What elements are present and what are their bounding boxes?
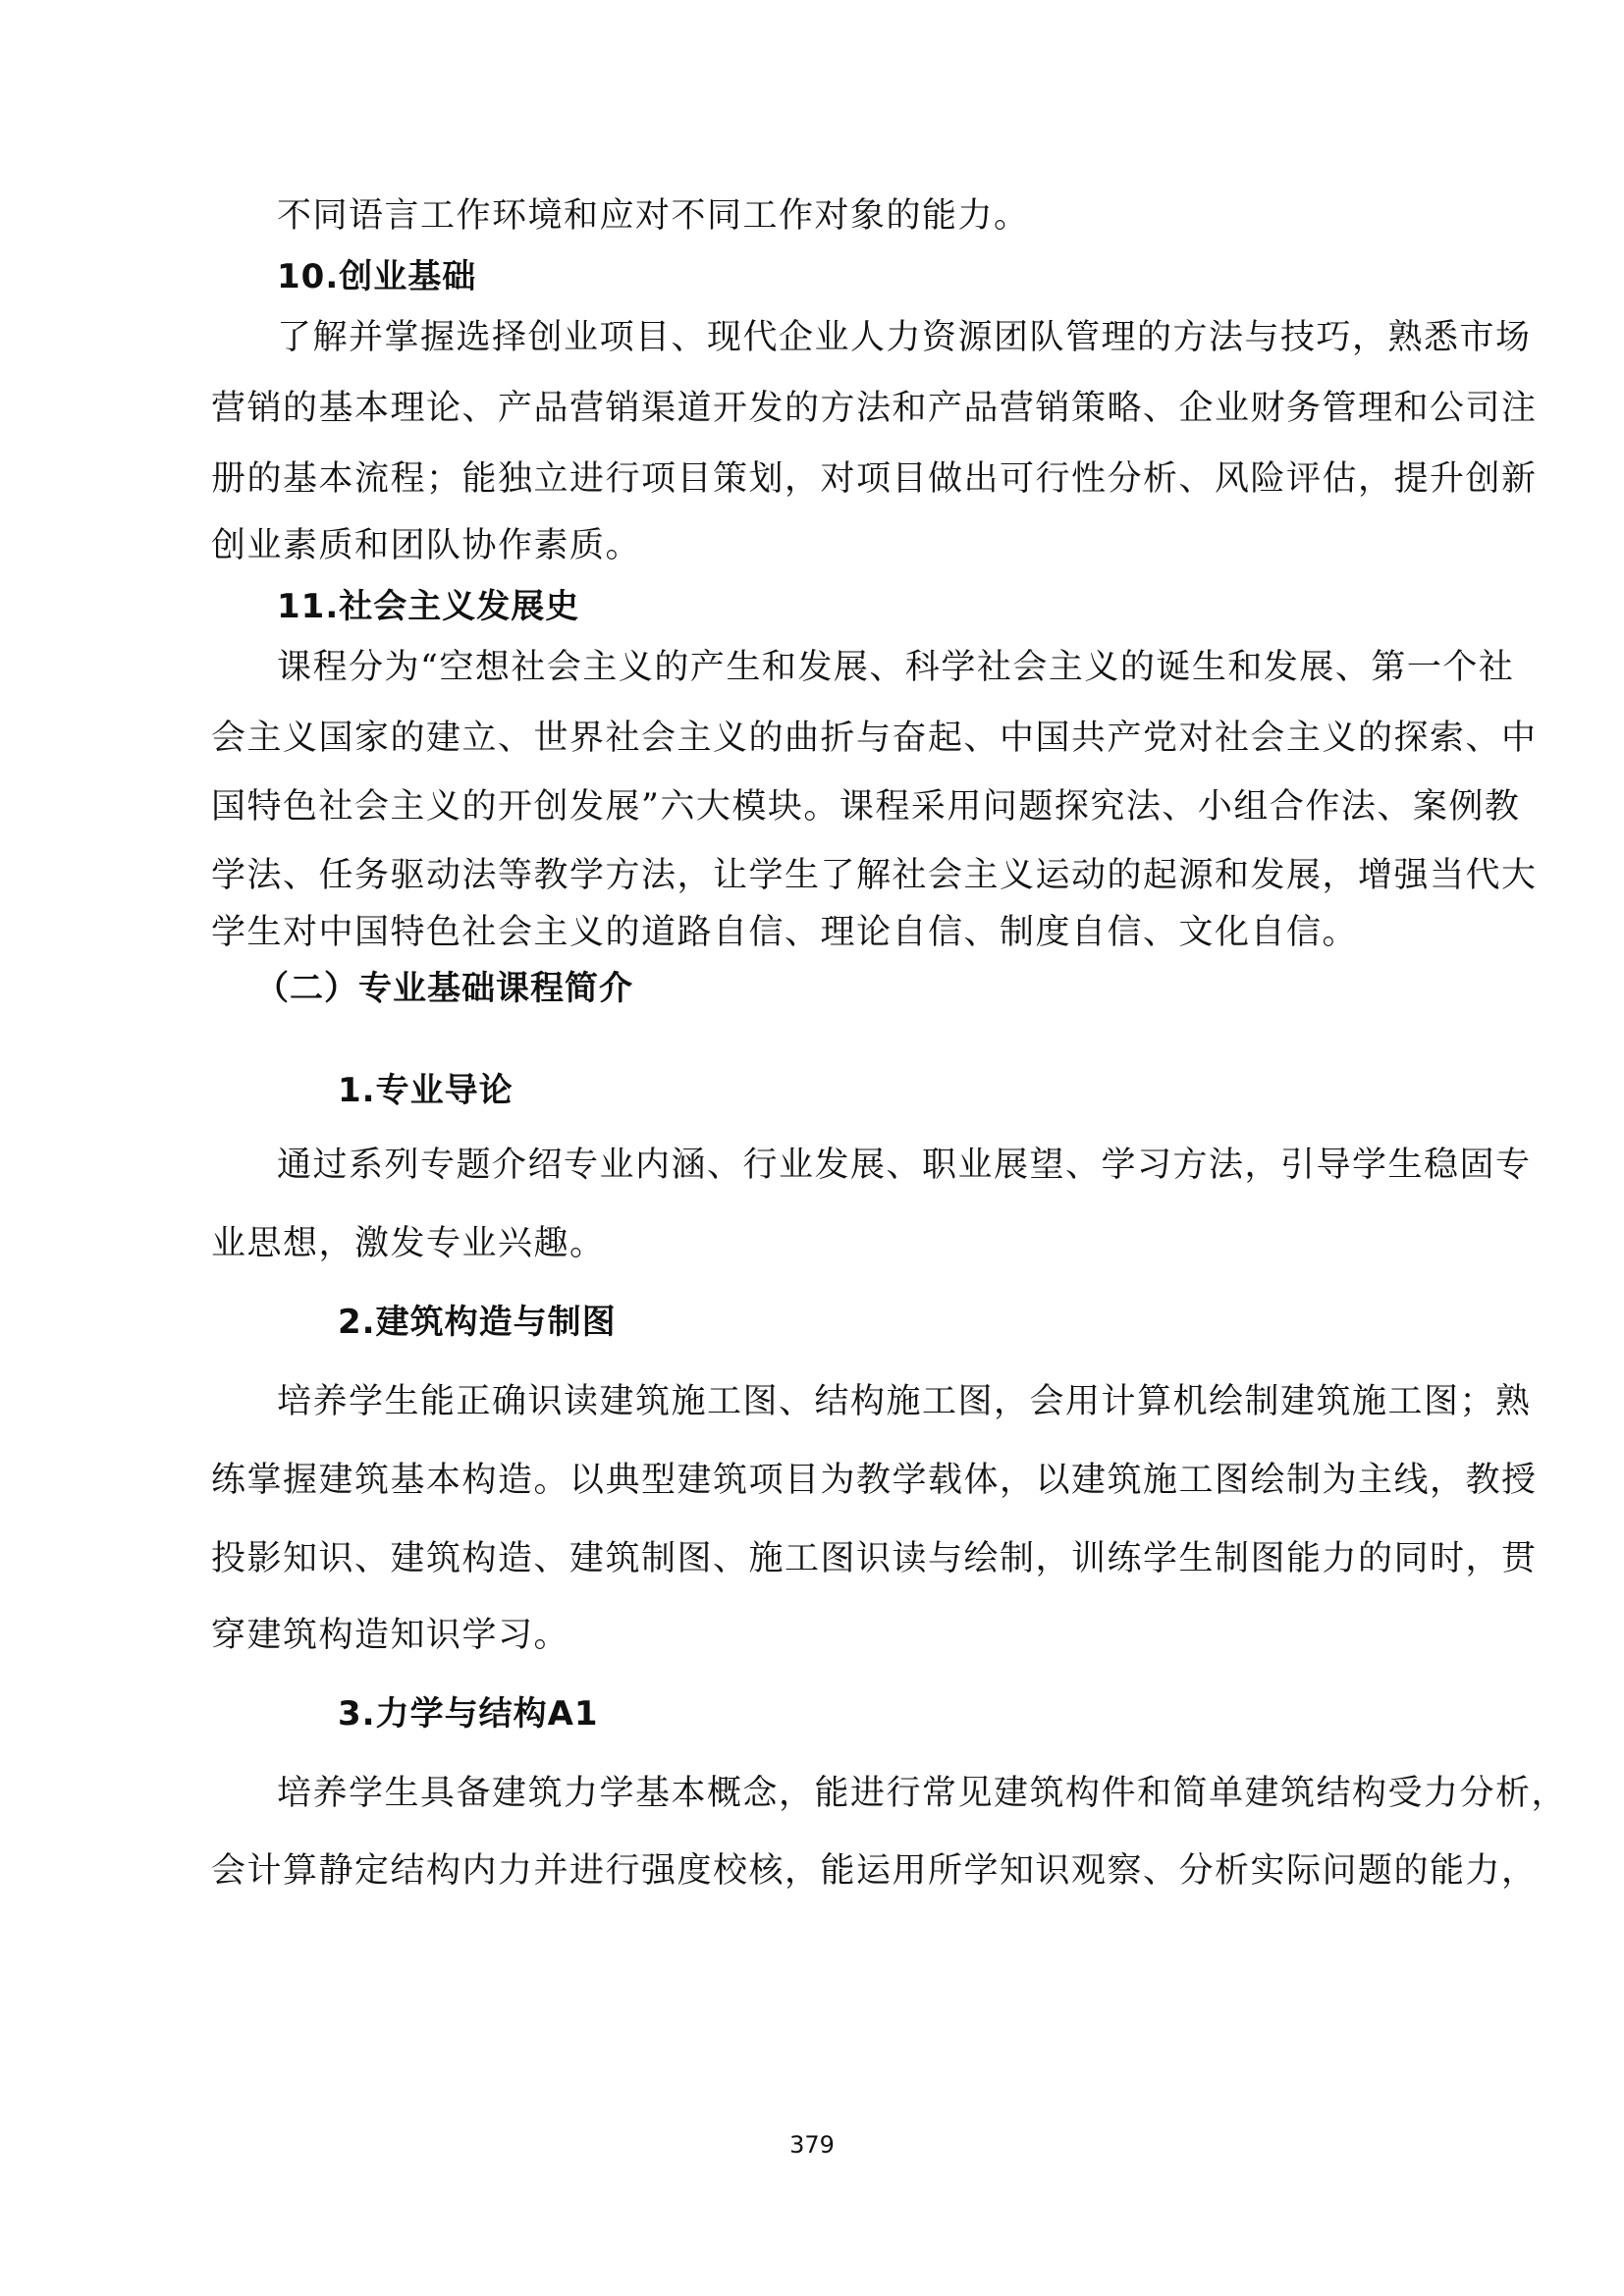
page-number: 379	[789, 2131, 835, 2159]
course-heading-mechanics-structure: 3.力学与结构A1	[338, 1694, 599, 1734]
text-line: 了解并掌握选择创业项目、现代企业人力资源团队管理的方法与技巧，熟悉市场	[277, 318, 1532, 357]
course-heading-construction-drawing: 2.建筑构造与制图	[338, 1303, 617, 1342]
text-line: 培养学生能正确识读建筑施工图、结构施工图，会用计算机绘制建筑施工图；熟	[277, 1382, 1532, 1421]
text-line: 培养学生具备建筑力学基本概念，能进行常见建筑构件和简单建筑结构受力分析，	[277, 1774, 1568, 1813]
text-line: 会主义国家的建立、世界社会主义的曲折与奋起、中国共产党对社会主义的探索、中	[211, 719, 1538, 758]
text-line: 业思想，激发专业兴趣。	[211, 1224, 606, 1263]
text-line: 课程分为“空想社会主义的产生和发展、科学社会主义的诞生和发展、第一个社	[277, 648, 1515, 687]
text-line: 练掌握建筑基本构造。以典型建筑项目为教学载体，以建筑施工图绘制为主线，教授	[211, 1461, 1538, 1500]
text-line: 国特色社会主义的开创发展”六大模块。课程采用问题探究法、小组合作法、案例教	[211, 787, 1521, 827]
subsection-heading-professional-basics: （二）专业基础课程简介	[255, 969, 633, 1008]
text-line: 创业素质和团队协作素质。	[211, 526, 642, 565]
text-line: 通过系列专题介绍专业内涵、行业发展、职业展望、学习方法，引导学生稳固专	[277, 1146, 1532, 1185]
text-line: 营销的基本理论、产品营销渠道开发的方法和产品营销策略、企业财务管理和公司注	[211, 389, 1538, 428]
section-heading-socialism-history: 11.社会主义发展史	[277, 587, 580, 626]
text-line: 会计算静定结构内力并进行强度校核，能运用所学知识观察、分析实际问题的能力，	[211, 1851, 1538, 1891]
text-line: 投影知识、建筑构造、建筑制图、施工图识读与绘制，训练学生制图能力的同时，贯	[211, 1539, 1538, 1578]
text-line: 不同语言工作环境和应对不同工作对象的能力。	[277, 196, 1030, 236]
course-heading-introduction: 1.专业导论	[338, 1071, 514, 1110]
text-line: 穿建筑构造知识学习。	[211, 1616, 570, 1655]
section-heading-entrepreneurship: 10.创业基础	[277, 257, 477, 296]
text-line: 学法、任务驱动法等教学方法，让学生了解社会主义运动的起源和发展，增强当代大	[211, 856, 1538, 895]
text-line: 学生对中国特色社会主义的道路自信、理论自信、制度自信、文化自信。	[211, 913, 1359, 952]
text-line: 册的基本流程；能独立进行项目策划，对项目做出可行性分析、风险评估，提升创新	[211, 459, 1538, 499]
